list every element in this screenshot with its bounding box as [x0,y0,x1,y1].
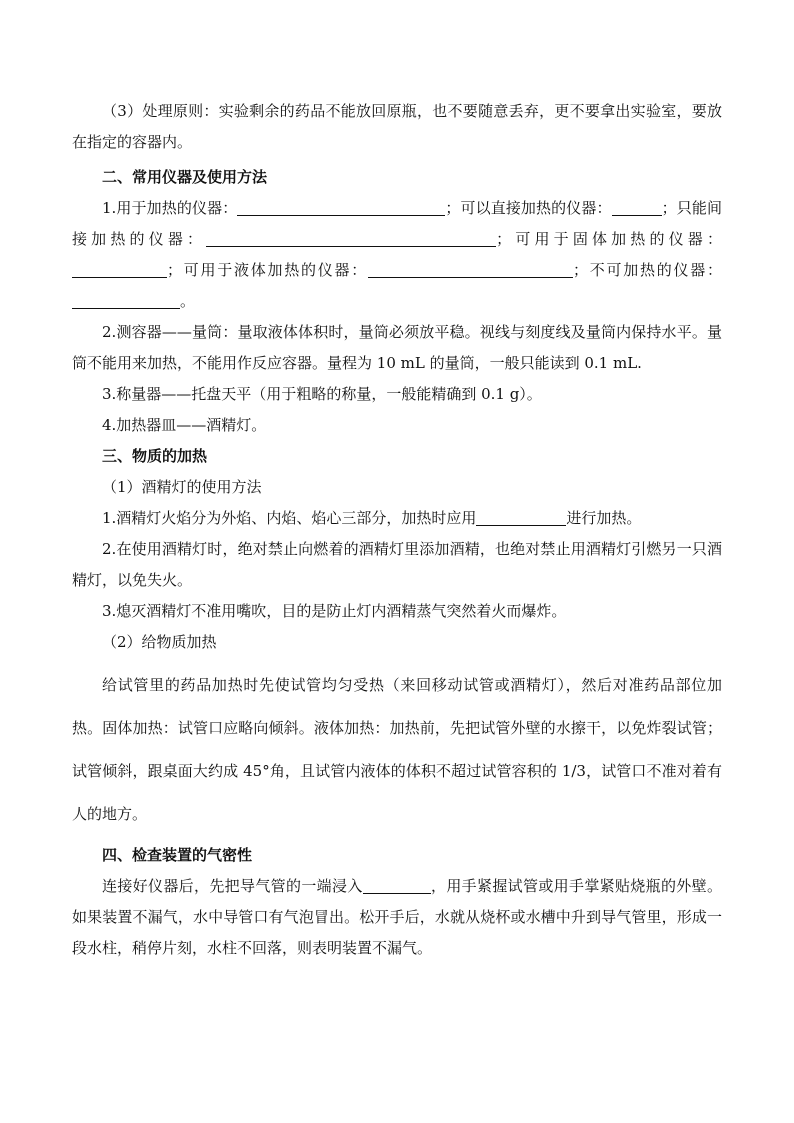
text-segment: 连接好仪器后，先把导气管的一端浸入 [102,877,363,895]
instruments-paragraph-2: 2.测容器——量筒：量取液体体积时，量筒必须放平稳。视线与刻度线及量筒内保持水平。量筒不能用来加热，不能用作反应容器。量程为 10 mL 的量筒，一般只能读到 0.1 mL. [72,323,722,372]
section-heading-instruments: 二、常用仪器及使用方法 [102,168,268,186]
fill-blank[interactable] [72,293,180,309]
fill-blank[interactable] [72,262,167,278]
heating-paragraph-1 [72,503,722,534]
text-segment: ，用手紧握试管或用手掌紧贴烧瓶的外壁。如果装置不漏气，水中导管口有气泡冒出。松开手后，水就从烧杯或水槽中升到导气管里，形成一段水柱，稍停片刻，水柱不回落，则表明装置不漏气。 [72,877,722,957]
text-segment: ；不可加热的仪器： [572,261,722,279]
subheading-alcohol-lamp: （1）酒精灯的使用方法 [102,478,262,496]
fill-blank[interactable] [368,262,573,278]
fill-blank[interactable] [206,231,496,247]
airtightness-paragraph [72,871,722,964]
subheading-heating-substances: （2）给物质加热 [102,633,217,651]
text-segment: 1.酒精灯火焰分为外焰、内焰、焰心三部分，加热时应用 [102,509,477,527]
text-segment: ；可以直接加热的仪器： [445,199,612,217]
heating-paragraph-3: 3.熄灭酒精灯不准用嘴吹，目的是防止灯内酒精蒸气突然着火而爆炸。 [102,602,567,620]
instruments-paragraph-4: 4.加热器皿——酒精灯。 [102,416,267,434]
text-segment: ；可用于液体加热的仪器： [167,261,368,279]
principle-paragraph: （3）处理原则：实验剩余的药品不能放回原瓶，也不要随意丢弃，更不要拿出实验室，要放在指定的容器内。 [72,102,722,151]
fill-blank[interactable] [612,200,662,216]
heating-paragraph-4: 给试管里的药品加热时先使试管均匀受热（来回移动试管或酒精灯），然后对准药品部位加热。固体加热：试管口应略向倾斜。液体加热：加热前，先把试管外壁的水擦干，以免炸裂试管；试管倾斜，跟桌面大约成 45°角，且试管内液体的体积不超过试管容积的 1/3，试管口不准对着有人的地方。 [72,676,722,823]
text-segment: ；只能间接加热的仪器： [72,199,722,248]
instruments-paragraph-1 [72,193,722,317]
heating-paragraph-2: 2.在使用酒精灯时，绝对禁止向燃着的酒精灯里添加酒精，也绝对禁止用酒精灯引燃另一只酒精灯，以免失火。 [72,540,722,589]
fill-blank[interactable] [363,878,431,894]
text-segment: 1.用于加热的仪器： [102,199,238,217]
fill-blank[interactable] [237,200,445,216]
instruments-paragraph-3: 3.称量器——托盘天平（用于粗略的称量，一般能精确到 0.1 g）。 [102,385,542,403]
text-segment: ；可用于固体加热的仪器： [496,230,722,248]
document-page [72,96,722,964]
fill-blank[interactable] [476,510,566,526]
text-segment: 。 [180,292,196,310]
section-heading-heating: 三、物质的加热 [102,447,208,465]
text-segment: 进行加热。 [566,509,642,527]
section-heading-airtightness: 四、检查装置的气密性 [102,846,253,864]
